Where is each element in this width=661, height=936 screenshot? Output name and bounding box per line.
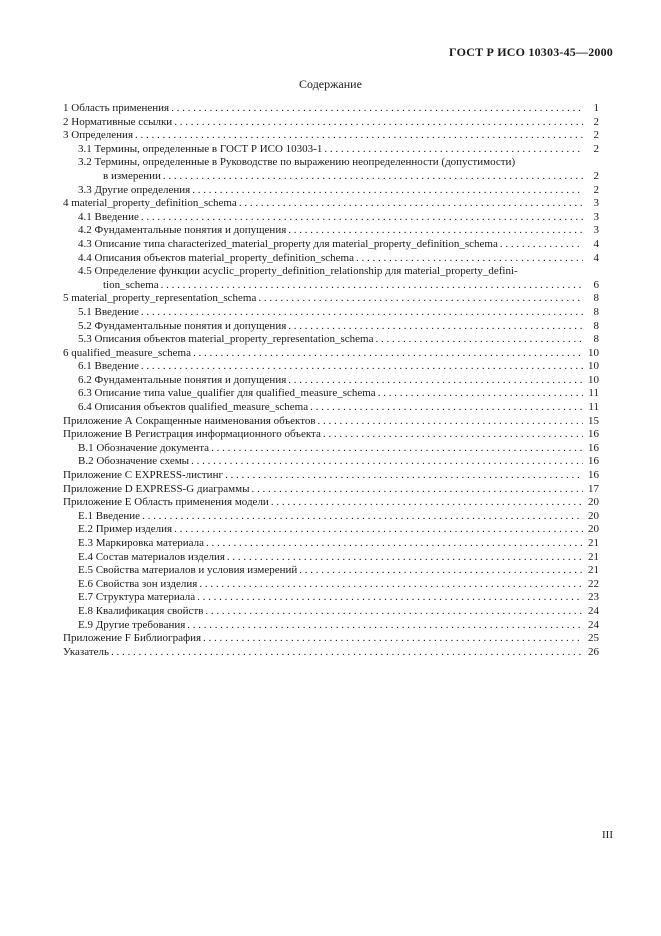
toc-entry-text: 5.3 Описания объектов material_property_representation_schema bbox=[78, 333, 374, 346]
toc-entry bbox=[63, 551, 599, 565]
toc-entry-text: 1 Область применения bbox=[63, 102, 170, 114]
toc-page-number: 16 bbox=[588, 469, 599, 482]
toc-entry bbox=[63, 401, 599, 415]
toc-page-number: 11 bbox=[588, 387, 599, 400]
toc-page-number: 2 bbox=[593, 142, 599, 155]
toc-page-number: 25 bbox=[588, 632, 599, 645]
toc-entry-text: Е.5 Свойства материалов и условия измерений bbox=[78, 564, 298, 577]
toc-page-number: 15 bbox=[588, 414, 599, 427]
toc-page-number: 16 bbox=[588, 428, 599, 441]
toc-entry-text: Приложение А Сокращенные наименования объектов bbox=[63, 414, 316, 427]
table-of-contents bbox=[63, 102, 599, 659]
toc-entry bbox=[63, 143, 599, 157]
toc-page-number: 11 bbox=[588, 401, 599, 414]
toc-entry-text: Е.8 Квалификация свойств bbox=[78, 604, 204, 617]
toc-entry bbox=[63, 578, 599, 592]
toc-page-number: 21 bbox=[588, 537, 599, 549]
toc-page-number: 26 bbox=[588, 645, 599, 658]
toc-page-number: 17 bbox=[588, 482, 599, 495]
toc-entry-text: Приложение F Библиография bbox=[63, 632, 202, 645]
toc-entry-text: Е.2 Пример изделия bbox=[78, 523, 173, 536]
dot-leader bbox=[141, 360, 583, 373]
toc-entry-text: Е.3 Маркировка материала bbox=[78, 537, 205, 549]
toc-page-number: 21 bbox=[588, 550, 599, 563]
toc-entry bbox=[63, 632, 599, 646]
toc-page-number: 3 bbox=[593, 197, 599, 210]
dot-leader bbox=[174, 523, 583, 536]
toc-entry bbox=[63, 116, 599, 130]
toc-entry-text-continued: tion_schema bbox=[103, 278, 159, 291]
toc-entry-text: 4.1 Введение bbox=[78, 210, 139, 223]
toc-entry bbox=[63, 523, 599, 537]
toc-entry bbox=[63, 306, 599, 320]
dot-leader bbox=[318, 415, 583, 428]
dot-leader bbox=[161, 279, 583, 292]
toc-entry bbox=[63, 265, 599, 292]
toc-page-number: 2 bbox=[593, 169, 599, 182]
dot-leader bbox=[192, 184, 583, 197]
toc-entry bbox=[63, 224, 599, 238]
toc-page-number: 6 bbox=[593, 278, 599, 291]
toc-entry bbox=[63, 415, 599, 429]
dot-leader bbox=[239, 197, 583, 210]
toc-entry-text: Приложение Е Область применения модели bbox=[63, 496, 269, 509]
dot-leader bbox=[288, 374, 583, 387]
toc-page-number: 23 bbox=[588, 591, 599, 604]
toc-page-number: 10 bbox=[588, 373, 599, 386]
toc-entry-text: 4.4 Описания объектов material_property_definition_schema bbox=[78, 251, 354, 264]
dot-leader bbox=[141, 306, 583, 319]
toc-page-number: 2 bbox=[593, 183, 599, 196]
toc-page-number: 21 bbox=[588, 564, 599, 577]
dot-leader bbox=[205, 605, 583, 618]
toc-entry bbox=[63, 184, 599, 198]
toc-entry bbox=[63, 292, 599, 306]
toc-entry-text: 4.2 Фундаментальные понятия и допущения bbox=[78, 224, 287, 237]
dot-leader bbox=[299, 564, 583, 577]
toc-entry-text: 6.1 Введение bbox=[78, 360, 139, 373]
toc-entry-text: 4.3 Описание типа characterized_material_property для material_property_definition_schema bbox=[78, 237, 498, 250]
toc-entry bbox=[63, 591, 599, 605]
toc-entry bbox=[63, 483, 599, 497]
toc-entry-text: В.2 Обозначение схемы bbox=[78, 455, 190, 468]
toc-entry-text: Е.7 Структура материала bbox=[78, 591, 196, 604]
dot-leader bbox=[288, 224, 583, 237]
dot-leader bbox=[142, 510, 583, 523]
dot-leader bbox=[197, 591, 583, 604]
toc-entry bbox=[63, 320, 599, 334]
toc-entry bbox=[63, 537, 599, 551]
toc-entry-text: 3.2 Термины, определенные в Руководстве по выражению неопределенности (допустимости) bbox=[78, 156, 516, 169]
toc-entry bbox=[63, 252, 599, 266]
dot-leader bbox=[225, 469, 583, 482]
dot-leader bbox=[174, 116, 583, 129]
dot-leader bbox=[323, 428, 583, 441]
toc-page-number: 8 bbox=[593, 305, 599, 318]
dot-leader bbox=[193, 347, 583, 360]
toc-entry-text: 6.2 Фундаментальные понятия и допущения bbox=[78, 373, 287, 386]
toc-entry bbox=[63, 347, 599, 361]
contents-title: Содержание bbox=[299, 77, 362, 91]
toc-entry-text: Е.4 Состав материалов изделия bbox=[78, 550, 225, 563]
dot-leader bbox=[376, 333, 584, 346]
toc-entry bbox=[63, 387, 599, 401]
toc-entry-text: 5.1 Введение bbox=[78, 305, 139, 318]
toc-entry-text: 5 material_property_representation_schema bbox=[63, 292, 257, 305]
toc-page-number: 20 bbox=[588, 509, 599, 522]
dot-leader bbox=[171, 102, 583, 115]
toc-page-number: 3 bbox=[593, 224, 599, 237]
toc-page-number: 8 bbox=[593, 319, 599, 332]
page-number: III bbox=[602, 829, 613, 841]
toc-page-number: 10 bbox=[588, 360, 599, 373]
dot-leader bbox=[199, 578, 583, 591]
toc-entry-text: 6.4 Описания объектов qualified_measure_schema bbox=[78, 401, 309, 414]
toc-entry-text: 2 Нормативные ссылки bbox=[63, 115, 173, 128]
toc-page-number: 8 bbox=[593, 292, 599, 305]
dot-leader bbox=[258, 292, 583, 305]
toc-page-number: 22 bbox=[588, 577, 599, 590]
dot-leader bbox=[251, 483, 583, 496]
dot-leader bbox=[111, 646, 583, 659]
toc-entry bbox=[63, 469, 599, 483]
toc-entry bbox=[63, 197, 599, 211]
toc-entry-text: Е.1 Введение bbox=[78, 509, 141, 522]
toc-entry-text: 3 Определения bbox=[63, 129, 134, 142]
toc-entry bbox=[63, 360, 599, 374]
toc-entry-text: Указатель bbox=[63, 645, 110, 658]
dot-leader bbox=[500, 238, 583, 251]
toc-entry-text: 6 qualified_measure_schema bbox=[63, 346, 191, 359]
toc-entry-text: Е.9 Другие требования bbox=[78, 618, 186, 631]
toc-page-number: 8 bbox=[593, 333, 599, 346]
toc-entry-text: Приложение С EXPRESS-листинг bbox=[63, 469, 223, 482]
toc-page-number: 16 bbox=[588, 455, 599, 468]
toc-entry-text: 6.3 Описание типа value_qualifier для qualified_measure_schema bbox=[78, 387, 376, 400]
toc-entry bbox=[63, 564, 599, 578]
toc-page-number: 1 bbox=[593, 102, 599, 114]
toc-page-number: 3 bbox=[593, 210, 599, 223]
dot-leader bbox=[227, 551, 583, 564]
toc-entry-text-continued: в измерении bbox=[103, 169, 161, 182]
dot-leader bbox=[206, 537, 583, 550]
toc-entry-text: Приложение В Регистрация информационного объекта bbox=[63, 428, 321, 441]
toc-entry bbox=[63, 442, 599, 456]
toc-entry bbox=[63, 455, 599, 469]
toc-page-number: 24 bbox=[588, 618, 599, 631]
dot-leader bbox=[324, 143, 583, 156]
toc-page-number: 24 bbox=[588, 604, 599, 617]
dot-leader bbox=[191, 455, 583, 468]
toc-page-number: 20 bbox=[588, 523, 599, 536]
toc-entry bbox=[63, 129, 599, 143]
toc-entry bbox=[63, 496, 599, 510]
dot-leader bbox=[271, 496, 583, 509]
dot-leader bbox=[378, 387, 583, 400]
toc-entry bbox=[63, 211, 599, 225]
toc-page-number: 16 bbox=[588, 441, 599, 454]
toc-entry bbox=[63, 646, 599, 660]
toc-page-number: 2 bbox=[593, 115, 599, 128]
toc-entry-text: 4.5 Определение функции acyclic_property_definition_relationship для material_property_defini- bbox=[78, 265, 518, 278]
toc-entry bbox=[63, 333, 599, 347]
toc-entry bbox=[63, 428, 599, 442]
toc-page-number: 2 bbox=[593, 129, 599, 142]
dot-leader bbox=[163, 170, 583, 183]
toc-entry-text: 4 material_property_definition_schema bbox=[63, 197, 237, 210]
dot-leader bbox=[135, 129, 583, 142]
toc-entry bbox=[63, 238, 599, 252]
document-header: ГОСТ Р ИСО 10303-45—2000 bbox=[449, 45, 613, 59]
toc-entry bbox=[63, 102, 599, 116]
toc-page-number: 10 bbox=[588, 346, 599, 359]
toc-entry bbox=[63, 156, 599, 183]
toc-page-number: 4 bbox=[593, 251, 599, 264]
toc-entry bbox=[63, 619, 599, 633]
dot-leader bbox=[187, 619, 583, 632]
dot-leader bbox=[310, 401, 583, 414]
toc-page-number: 20 bbox=[588, 496, 599, 509]
toc-entry-text: 3.1 Термины, определенные в ГОСТ Р ИСО 10303-1 bbox=[78, 142, 323, 155]
toc-entry-text: 3.3 Другие определения bbox=[78, 183, 191, 196]
toc-entry-text: Е.6 Свойства зон изделия bbox=[78, 577, 198, 590]
toc-entry-text: В.1 Обозначение документа bbox=[78, 441, 210, 454]
dot-leader bbox=[141, 211, 583, 224]
toc-page-number: 4 bbox=[593, 237, 599, 250]
toc-entry bbox=[63, 510, 599, 524]
dot-leader bbox=[211, 442, 583, 455]
dot-leader bbox=[288, 320, 583, 333]
dot-leader bbox=[356, 252, 583, 265]
toc-entry bbox=[63, 374, 599, 388]
toc-entry-text: Приложение D EXPRESS-G диаграммы bbox=[63, 482, 250, 495]
dot-leader bbox=[203, 632, 583, 645]
toc-entry bbox=[63, 605, 599, 619]
toc-entry-text: 5.2 Фундаментальные понятия и допущения bbox=[78, 319, 287, 332]
